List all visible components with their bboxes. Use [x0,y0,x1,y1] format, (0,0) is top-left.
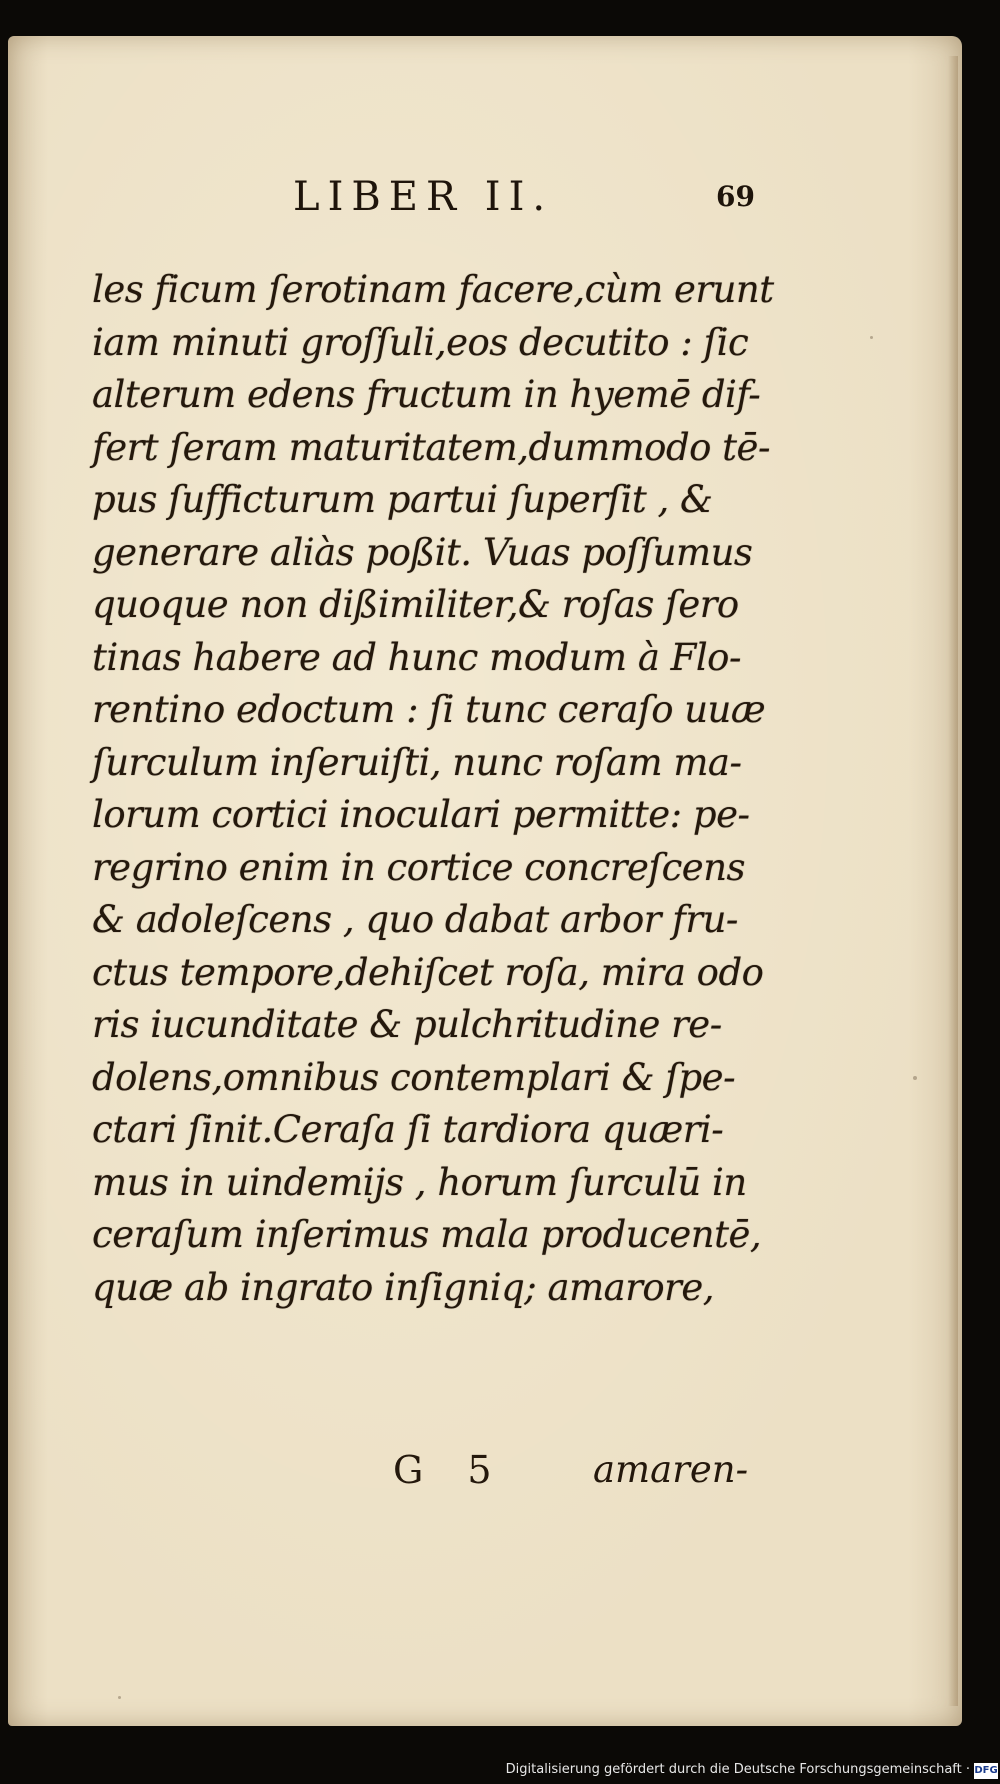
paper-speck [870,336,873,339]
text-line: iam minuti groſſuli,eos decutito : ſic [92,320,749,364]
text-line: & adoleſcens , quo dabat arbor fru- [92,898,738,941]
text-line: lorum cortici inoculari permitte: pe- [92,793,750,836]
text-line: ceraſum inſerimus mala producentē, [92,1213,762,1256]
text-line: rentino edoctum : ſi tunc ceraſo uuæ [92,688,766,731]
catchword: amaren- [593,1448,749,1491]
body-text [92,264,782,1314]
paper-speck [913,1076,917,1080]
text-line: ris iucunditate & pulchritudine re- [92,1003,722,1046]
text-line: alterum edens fructum in hyemē dif- [92,373,761,416]
book-page [8,36,962,1726]
text-line: ctari ſinit.Ceraſa ſi tardiora quæri- [92,1108,724,1151]
text-line: mus in uindemijs , horum ſurculū in [92,1160,747,1204]
footer-bar [0,1760,1000,1784]
signature-line [88,1448,788,1504]
running-head [8,174,962,234]
text-line: pus ſufficturum partui ſuperſit , & [92,478,713,521]
text-line: generare aliàs poßit. Vuas poſſumus [92,530,753,574]
text-line: ctus tempore,dehiſcet roſa, mira odo [92,950,764,994]
text-line: dolens,omnibus contemplari & ſpe- [92,1055,736,1099]
page-number: 69 [716,180,755,213]
signature-mark: G 5 [393,1448,508,1492]
dfg-logo: DFG [974,1763,998,1779]
digitization-credit: Digitalisierung gefördert durch die Deutsche Forschungsgemeinschaft · [505,1762,970,1777]
header-title: LIBER II. [293,174,554,220]
text-line: ſurculum inſeruiſti, nunc roſam ma- [92,740,742,784]
text-line: quoque non dißimiliter,& roſas ſero [92,583,739,626]
text-line: regrino enim in cortice concreſcens [92,845,746,889]
text-line: quæ ab ingrato inſigniq; amarore, [92,1265,715,1309]
page-edge-shadow [948,56,958,1706]
text-line: les ficum ſerotinam facere,cùm erunt [92,268,774,311]
paper-speck [118,1696,121,1699]
text-line: fert ſeram maturitatem,dummodo tē- [92,425,770,469]
text-line: tinas habere ad hunc modum à Flo- [92,635,741,679]
